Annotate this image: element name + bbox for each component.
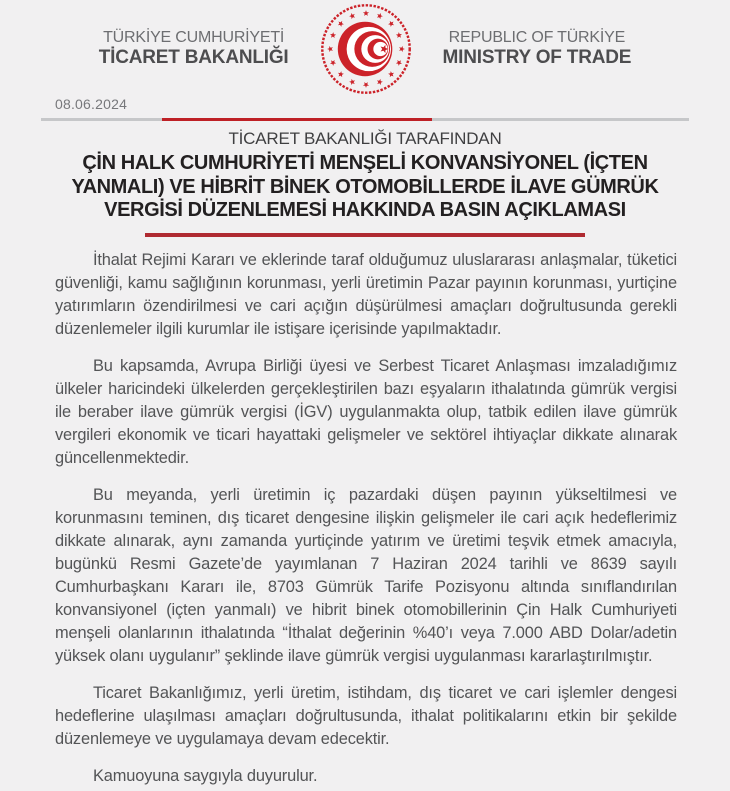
paragraph-4: Ticaret Bakanlığımız, yerli üretim, istihdam, dış ticaret ve cari işlemler dengesi hedeflerine ulaşılması amaçları doğrultusunda, ithalat politikalarını etkin bir şekilde düzenlemeye ve uygulamaya devam edecektir. [55, 683, 677, 748]
header-divider-red-segment [162, 118, 432, 121]
paragraph-3: Bu meyanda, yerli üretimin iç pazardaki düşen payının yükseltilmesi ve korunmasını teminen, dış ticaret dengesine ilişkin gelişmeler ile cari açık hedeflerimiz dikkate alınarak, aynı zamanda yurtiçinde yatırım ve üretimi teşvik etmek amacıyla, bugünkü Resmi Gazete’de yayımlanan 7 Haziran 2024 tarihli ve 8639 sayılı Cumhurbaşkanı Kararı ile, 8703 Gümrük Tarife Pozisyonu altında sınıflandırılan konvansiyonel (içten yanmalı) ve hibrit binek otomobillerinin Çin Halk Cumhuriyeti menşeli olanlarının ithalatında “İthalat değerinin %40’ı veya 7.000 ABD Dolar/adetin yüksek olanı uygulanır” şeklinde ilave gümrük vergisi uygulanması kararlaştırılmıştır. [55, 485, 677, 665]
paragraph-2: Bu kapsamda, Avrupa Birliği üyesi ve Serbest Ticaret Anlaşması imzaladığımız ülkeler haricindeki ülkelerden gerçekleştirilen bazı eşyaların ithalatında gümrük vergisi ile beraber ilave gümrük vergisi (İGV) uygulanmakta olup, tatbik edilen ilave gümrük vergileri ekonomik ve ticari hayattaki gelişmeler ve sektörel ihtiyaçlar dikkate alınarak güncellenmektedir. [55, 356, 677, 467]
header-divider [41, 118, 689, 121]
title-line-2: YANMALI) VE HİBRİT BİNEK OTOMOBİLLERDE İLAVE GÜMRÜK [71, 175, 659, 198]
paragraph-1: İthalat Rejimi Kararı ve eklerinde taraf olduğumuz uluslararası anlaşmalar, tüketici güvenliği, kamu sağlığının korunması, yerli üretimin Pazar payının korunması, yurtiçine yatırımların özendirilmesi ve cari açığın düşürülmesi amaçları doğrultusunda gerekli düzenlemeler ilgili kurumlar ile istişare içerisinde yapılmaktadır. [55, 250, 677, 338]
header [0, 0, 730, 92]
title-kicker: TİCARET BAKANLIĞI TARAFINDAN [228, 129, 502, 148]
title-line-3: VERGİSİ DÜZENLEMESİ HAKKINDA BASIN AÇIKLAMASI [104, 199, 626, 221]
org-ministry-tr: TİCARET BAKANLIĞI [98, 47, 289, 69]
press-release-body [55, 249, 677, 788]
crescent-star-emblem [319, 2, 413, 96]
ministry-logo [319, 2, 413, 96]
org-name-turkish [99, 28, 289, 70]
title-underline [145, 233, 585, 237]
date: 08.06.2024 [55, 96, 128, 112]
page-title [0, 152, 730, 223]
title-block [0, 129, 730, 237]
title-line-1: ÇİN HALK CUMHURİYETİ MENŞELİ KONVANSİYONEL (İÇTEN [82, 152, 648, 174]
org-name-english [443, 28, 632, 70]
org-country-tr: TÜRKİYE CUMHURİYETİ [103, 29, 285, 46]
org-ministry-en: MINISTRY OF TRADE [442, 47, 632, 69]
org-country-en: REPUBLIC OF TÜRKİYE [448, 29, 626, 46]
closing-line: Kamuoyuna saygıyla duyurulur. [93, 766, 318, 785]
